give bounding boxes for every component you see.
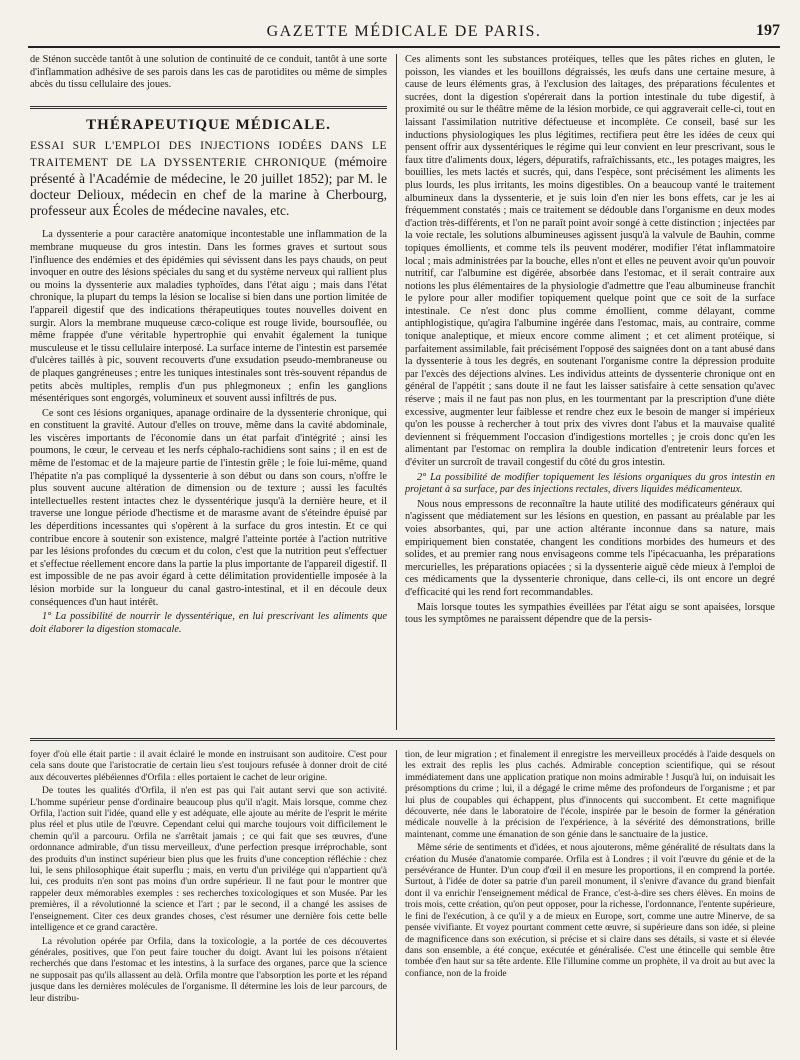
paragraph: Nous nous empressons de reconnaître la haute utilité des modificateurs généraux qui n'agissent que médiatement sur les lésions en question, en passant au préalable par les voies absorbantes, qui, par une action altérante inconnue dans sa nature, mais empiriquement bien constatée, changent les conditions morbides des humeurs et des solides, et au premier rang nous envisageons comme tels l'ipécacuanha, les préparations mercurielles, les préparations opiacées ; si la dyssenterie aiguë cède mieux à l'emploi de ces médicaments que la dyssenterie chronique, dans celle-ci, ils ont encore un degré d'efficacité qui les rend fort recommandables. xyxy=(405,498,775,598)
intro-paragraph: de Sténon succède tantôt à une solution de continuité de ce conduit, tantôt à une sorte d'inflammation adhésive de ses parois dans les cas de parotidites ou même de simples abcès du tissu cellulaire des joues. xyxy=(30,54,387,91)
article-heading xyxy=(30,137,387,219)
paragraph: foyer d'où elle était partie : il avait éclairé le monde en instruisant son auditoire. C'est pour cela sans doute que l'aristocratie de certain lieu s'est toujours refusée à donner droit de cité aux découvertes plébéiennes d'Orfila : elles portaient le cachet de leur origine. xyxy=(30,750,387,783)
page-separator xyxy=(30,738,775,741)
page-header xyxy=(28,20,780,48)
paragraph: De toutes les qualités d'Orfila, il n'en est pas qui l'ait autant servi que son activité. L'homme supérieur pense d'ordinaire beaucoup plus qu'il n'agit. Mais lorsque, comme chez Orfila, l'action suit l'idée, quand elle y est adéquate, elle ajoute au mérite de l'esprit le mérite plus réel et plus utile de l'œuvre. Cependant celui qui marche toujours voit difficilement le chemin qu'il a parcouru. Orfila ne s'arrêtait jamais ; ce qui fait que ses œuvres, d'une ordonnance admirable, d'un tissu merveilleux, d'une perfection presque irréprochable, sont des produits d'un instinct supérieur bien plus que les fruits d'une conception réfléchie : chez lui, le sens philosophique était superflu ; mais, en vertu d'un privilége qui n'appartient qu'à lui, ces produits n'en sont pas moins d'un ordre supérieur. Il ne faut pour le montrer que rappeler deux mémorables exemples : ses recherches toxicologiques et son Musée. Par les premières, il a révolutionné la science et l'art ; par le second, il a changé les assises de l'enseignement. Citer ces deux grandes choses, c'est résumer une dernière fois cette belle intelligence et ce grand caractère. xyxy=(30,786,387,934)
paragraph: tion, de leur migration ; et finalement il enregistre les merveilleux procédés à l'aide desquels on les extrait des replis les plus cachés. Admirable conception scientifique, qui se résout immédiatement dans une application pratique non moins admirable ! Jusqu'à lui, on induisait les présomptions du crime ; lui, il a dégagé le crime même des profondeurs de l'organisme ; et par lui plus de coupables qui échappent, plus d'innocents qui succombent. Et cette magnifique découverte, née dans le laboratoire de l'école, inspirée par le besoin de former la génération médicale nouvelle à la précision de l'expérience, à la sévérité des démonstrations, brille maintenant, comme une émanation de son génie dans le sanctuaire de la justice. xyxy=(405,750,775,840)
top-right-column xyxy=(405,54,775,730)
italic-paragraph: 2° La possibilité de modifier topiquement les lésions organiques du gros intestin en projetant à sa surface, par des injections rectales, divers liquides médicamenteux. xyxy=(405,471,775,496)
paragraph xyxy=(405,472,775,497)
paragraph: Même série de sentiments et d'idées, et nous ajouterons, même généralité de résultats dans la création du Musée d'anatomie comparée. Orfila est à Londres ; il voit l'œuvre du génie et de la persévérance de Hunter. D'un coup d'œil il en mesure les proportions, il en comprend la portée. Surtout, à l'idée de doter sa patrie d'un pareil monument, il s'enivre d'avance du grand bienfait dont il va enrichir l'enseignement médical de France, c'est-à-dire ses chers élèves. En moins de trois mois, cette création, qu'on peut opposer, pour la richesse, l'ordonnance, l'entente supérieure, le fini de l'exécution, à ce qu'il y a de mieux en Europe, sort, comme une autre Minerve, de sa pensée vivifiante. Et voyez pourtant comment cette œuvre, si supérieure dans son idée, si pleine de magnificence dans son exécution, si précise et si claire dans ses détails, si vaste et si élevée dans son ensemble, a été conçue, exécutée et généralisée. C'est une étincelle qui semble être tombée d'en haut sur sa tête ardente. Elle l'illumine comme un prophète, il va droit au but avec la confiance, non de la froide xyxy=(405,843,775,979)
paragraph: Ce sont ces lésions organiques, apanage ordinaire de la dyssenterie chronique, qui en constituent la gravité. Autour d'elles on trouve, même dans la cavité abdominale, les viscères importants de l'économie dans un état parfait d'intégrité ; ainsi les poumons, le cœur, le cerveau et les nerfs céphalo-rachidiens sont sains ; il en est de même de l'estomac et de la majeure partie de l'intestin grêle ; le foie lui-même, quand l'hépatite n'a pas compliqué la dyssenterie à son début ou dans son cours, n'offre le plus souvent aucune altération de dimension ou de texture ; aussi les facultés intellectuelles restent intactes chez le dyssentérique jusqu'à la dernière heure, et il traverse une longue période d'hectisme et de marasme avant de s'éteindre épuisé par les déperditions incessantes qui s'opèrent à la surface du gros intestin. Et ce qui contribue encore à soutenir son existence, malgré l'atteinte portée à l'action nutritive par les lésions profondes du cœcum et du colon, c'est que la nutrition peut s'effectuer et s'effectue réellement encore dans la partie la plus importante de l'appareil digestif. Il est impossible de ne pas avoir égard à cette délimitation providentielle imposée à la lésion morbide sur la longueur du canal gastro-intestinal, et il en découle deux conséquences d'un haut intérêt. xyxy=(30,407,387,608)
paragraph: La dyssenterie a pour caractère anatomique incontestable une inflammation de la membrane muqueuse du gros intestin. Dans les formes graves et surtout sous l'influence des endémies et des épidémies qui sévissent dans les pays chauds, on peut invoquer en outre des lésions spéciales du sang et du système nerveux qui rallient plus ou moins la dyssenterie aux maladies typhoïdes, dans l'état aigu ; mais dans l'état chronique, la plupart du temps la lésion se localise si bien dans une portion limitée de l'appareil digestif que des indications thérapeutiques toutes nouvelles doivent en surgir. Alors la membrane muqueuse cæco-colique est rouge livide, boursouflée, ou même frappée d'une véritable hypertrophie qui envahit également la tunique musculeuse et le tissu cellulaire interposé. La surface interne de l'intestin est parsemée d'ulcères taillés à pic, souvent recouverts d'une exsudation pseudo-membraneuse ou de plaques gangréneuses ; entre les tuniques intestinales sont très-souvent répandus de petits abcès multiples, remplis d'un pus phlegmoneux ; enfin les ganglions mésentériques sont engorgés, volumineux et souvent aussi infiltrés de pus. xyxy=(30,229,387,405)
paragraph: Mais lorsque toutes les sympathies éveillées par l'état aigu se sont apaisées, lorsque tous les symptômes ne paraissent dépendre que de la persis- xyxy=(405,601,775,626)
article-heading-rest: (mémoire présenté à l'Académie de médecine, le 20 juillet 1852); par M. le docteur Delioux, médecin en chef de la marine à Cherbourg, professeur aux Écoles de médecine navales, etc. xyxy=(30,154,387,219)
page-number: 197 xyxy=(756,22,780,39)
column-divider xyxy=(396,54,397,730)
article-heading-caps: ESSAI SUR L'EMPLOI DES INJECTIONS IODÉES DANS LE TRAITEMENT DE LA DYSSENTERIE CHRONIQUE xyxy=(30,140,387,170)
column-divider xyxy=(396,750,397,1050)
top-left-column xyxy=(30,54,387,730)
journal-title: GAZETTE MÉDICALE DE PARIS. xyxy=(266,23,542,40)
paragraph xyxy=(30,611,387,636)
italic-paragraph: 1° La possibilité de nourrir le dyssentérique, en lui prescrivant les aliments que doit élaborer la digestion stomacale. xyxy=(30,611,387,635)
bottom-left-column xyxy=(30,750,387,1050)
section-title: THÉRAPEUTIQUE MÉDICALE. xyxy=(86,116,331,133)
bottom-right-column xyxy=(405,750,775,1050)
section-separator xyxy=(30,106,387,109)
paragraph: Ces aliments sont les substances protéiques, telles que les pâtes riches en gluten, le poisson, les viandes et les bouillons dégraissés, les œufs dans une certaine mesure, à cause de leurs éléments gras, à l'exclusion des laitages, des préparations féculentes et sucrées, dont la digestion s'opérerait dans la portion intestinale du tube digestif, à proximité ou sur le théâtre même de la lésion morbide, ce qui aggraverait celle-ci, tout en laissant l'assimilation nutritive défectueuse et incomplète. Ce conseil, basé sur les inductions physiologiques les plus légitimes, rectifiera peut être les idées de ceux qui pensent offrir aux dyssentériques le régime qui leur convient en leur prescrivant, sous le faux titre d'aliments doux, légers, dépuratifs, rafraîchissants, etc., les potages maigres, les bouillies, les mets lactés et sucrés, qui, dans l'espèce, sont précisément les aliments les plus lourds, les plus irritants, les moins digestibles. On a beaucoup vanté le traitement albumineux dans la dyssenterie, et je suis loin d'en nier les bons effets, car je les ai fréquemment constatés ; mais ce traitement se dédouble dans l'organisme en deux modes d'action très-différents, et l'on ne paraît point avoir songé à cette distinction ; injectées par la voie rectale, les solutions albumineuses agissent jusqu'à la valvule de Bauhin, comme topiques émollients, et comme tels ils peuvent modérer, modifier l'état inflammatoire local ; mais administrées par la bouche, elles n'ont et elles ne peuvent avoir qu'un pouvoir nutritif, car l'albumine est digérée, absorbée dans l'estomac, et il serait contraire aux notions les plus élémentaires de la physiologie d'admettre que l'eau albumineuse franchit le pylore pour aller modifier topiquement quelque point que ce soit de la surface intestinale. Ce n'est donc plus comme émollient, comme délayant, comme antiphlogistique, qu'agira l'albumine ingérée dans l'estomac, mais, au contraire, comme tonique analeptique, et mieux encore comme aliment ; et cet aliment protéique, si parfaitement assimilable, fait précisément l'opposé des saignées dont on a tant abusé dans la dyssenterie à tous les degrés, en soutenant l'organisme contre la dépression produite par l'excès des déjections alvines. Les individus atteints de dyssenterie chronique ont en général de l'appétit ; sans doute il ne faut les laisser satisfaire à cette sensation qu'avec réserve ; mais il ne faut pas non plus, en les tourmentant par la prescription d'une diète excessive, augmenter leur faiblesse et rendre chez eux le besoin de manger si impérieux qu'on les pousse à rechercher à tout prix des vivres dont l'abus et la mauvaise qualité deviennent si fréquemment l'occasion d'indigestions mortelles ; je crois donc qu'en les alimentant par l'estomac on remplira la double indication d'entretenir leurs forces et d'éviter un surcroît de travail congestif du côté du gros intestin. xyxy=(405,54,775,468)
paragraph: La révolution opérée par Orfila, dans la toxicologie, a la portée de ces découvertes générales, positives, que l'on peut faire toucher du doigt. Avant lui les poisons n'étaient recherchés que dans l'estomac et les intestins, à la surface des organes, parce que la science ne supposait pas qu'ils allassent au delà. Orfila montre que l'absorption les porte et les répand jusque dans les dernières molécules de l'organisme. Il détermine les lois de leur parcours, de leur distribu- xyxy=(30,936,387,1004)
